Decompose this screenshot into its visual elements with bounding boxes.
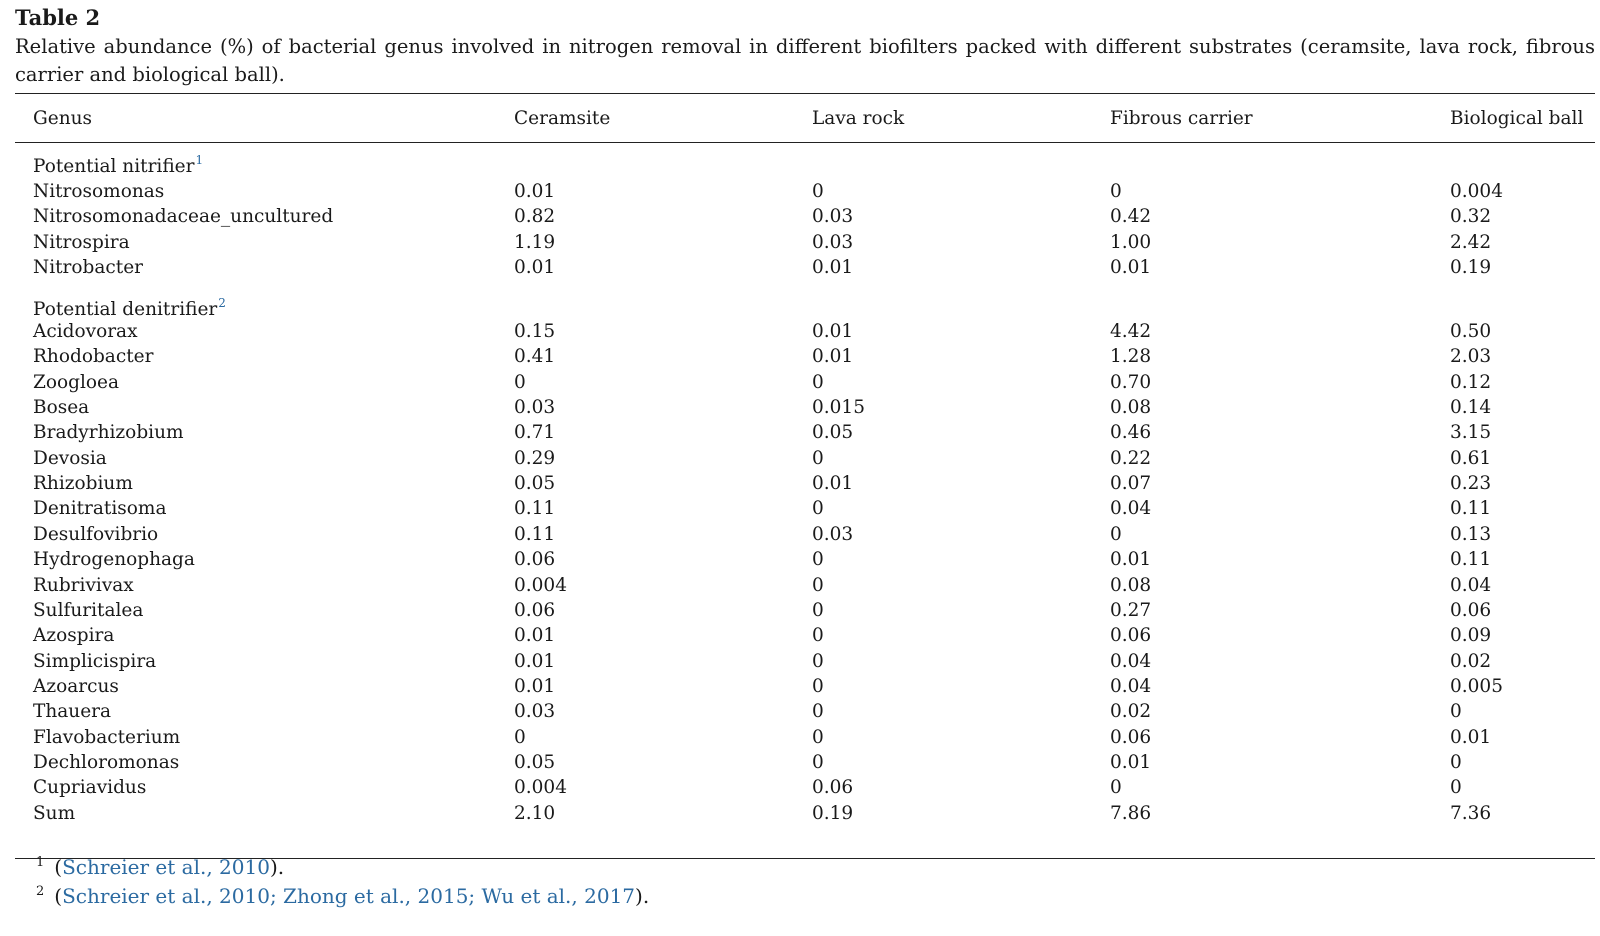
cell-genus: Denitratisoma <box>33 498 167 520</box>
cell-ceramsite: 0.004 <box>514 777 567 799</box>
cell-ceramsite: 0.01 <box>514 650 556 672</box>
cell-biological-ball: 0 <box>1450 701 1462 723</box>
cell-lava-rock: 0 <box>812 650 824 672</box>
cell-ceramsite: 2.10 <box>514 802 556 824</box>
table-row <box>0 370 1600 396</box>
cell-ceramsite: 0.01 <box>514 257 556 279</box>
cell-biological-ball: 0.12 <box>1450 371 1492 393</box>
cell-ceramsite: 0.01 <box>514 675 556 697</box>
cell-lava-rock: 0 <box>812 181 824 202</box>
table-row <box>0 699 1600 725</box>
cell-biological-ball: 0.004 <box>1450 181 1503 202</box>
cell-genus: Sulfuritalea <box>33 599 144 621</box>
cell-biological-ball: 0.50 <box>1450 321 1492 342</box>
table-row <box>0 750 1600 776</box>
cell-lava-rock: 0 <box>812 599 824 621</box>
footnote-number: 2 <box>36 884 45 899</box>
header-lava-rock: Lava rock <box>812 108 905 129</box>
cell-genus: Azoarcus <box>33 675 119 697</box>
cell-genus: Nitrosomonas <box>33 181 165 202</box>
cell-fibrous-carrier: 0.04 <box>1110 675 1152 697</box>
cell-genus: Rhizobium <box>33 473 133 495</box>
cell-fibrous-carrier: 0.22 <box>1110 447 1152 469</box>
cell-lava-rock: 0 <box>812 549 824 571</box>
cell-ceramsite: 0 <box>514 371 526 393</box>
footnote-paren: ). <box>635 884 650 908</box>
table-row <box>0 420 1600 446</box>
cell-genus: Zoogloea <box>33 371 120 393</box>
cell-biological-ball: 7.36 <box>1450 802 1492 824</box>
cell-genus: Nitrosomonadaceae_uncultured <box>33 206 334 228</box>
cell-ceramsite: 0.03 <box>514 701 556 723</box>
cell-lava-rock: 0 <box>812 751 824 773</box>
cell-fibrous-carrier: 0.27 <box>1110 599 1152 621</box>
table-row <box>0 623 1600 649</box>
cell-fibrous-carrier: 4.42 <box>1110 321 1152 342</box>
cell-fibrous-carrier: 0.02 <box>1110 701 1152 723</box>
header-genus: Genus <box>33 108 93 129</box>
table-row <box>0 230 1600 256</box>
cell-fibrous-carrier: 0.70 <box>1110 371 1152 393</box>
table-row <box>0 496 1600 522</box>
cell-biological-ball: 0 <box>1450 777 1462 799</box>
cell-fibrous-carrier: 0.01 <box>1110 257 1152 279</box>
cell-genus: Bradyrhizobium <box>33 422 184 444</box>
cell-ceramsite: 0.15 <box>514 321 556 342</box>
cell-lava-rock: 0.05 <box>812 422 854 444</box>
cell-biological-ball: 3.15 <box>1450 422 1492 444</box>
citation-link[interactable]: Schreier et al., 2010 <box>62 855 270 879</box>
cell-lava-rock: 0.19 <box>812 802 854 824</box>
cell-biological-ball: 0 <box>1450 751 1462 773</box>
cell-genus: Nitrospira <box>33 231 130 253</box>
cell-fibrous-carrier: 0.04 <box>1110 498 1152 520</box>
cell-genus: Acidovorax <box>33 321 138 342</box>
table-row <box>0 598 1600 624</box>
table-row <box>0 344 1600 370</box>
section-title-text: Potential nitrifier <box>33 156 195 177</box>
cell-genus: Cupriavidus <box>33 777 147 799</box>
cell-biological-ball: 0.23 <box>1450 473 1492 495</box>
cell-lava-rock: 0.03 <box>812 231 854 253</box>
table-row <box>0 725 1600 751</box>
table-label: Table 2 <box>15 5 101 30</box>
cell-genus: Flavobacterium <box>33 726 181 748</box>
cell-ceramsite: 0.41 <box>514 346 556 368</box>
cell-lava-rock: 0 <box>812 625 824 647</box>
cell-genus: Desulfovibrio <box>33 523 159 545</box>
cell-lava-rock: 0 <box>812 574 824 596</box>
cell-biological-ball: 0.13 <box>1450 523 1492 545</box>
table-row <box>0 255 1600 281</box>
cell-ceramsite: 0 <box>514 726 526 748</box>
cell-ceramsite: 0.05 <box>514 751 556 773</box>
cell-genus: Rhodobacter <box>33 346 154 368</box>
cell-fibrous-carrier: 0.01 <box>1110 549 1152 571</box>
cell-biological-ball: 0.09 <box>1450 625 1492 647</box>
cell-biological-ball: 0.11 <box>1450 549 1492 571</box>
cell-biological-ball: 0.61 <box>1450 447 1492 469</box>
cell-lava-rock: 0 <box>812 447 824 469</box>
cell-ceramsite: 0.06 <box>514 599 556 621</box>
cell-genus: Rubrivivax <box>33 574 134 596</box>
table-row <box>0 801 1600 827</box>
footnote-ref-link[interactable]: 1 <box>195 153 204 167</box>
citation-link[interactable]: Schreier et al., 2010; Zhong et al., 2015; Wu et al., 2017 <box>62 884 636 908</box>
cell-lava-rock: 0 <box>812 371 824 393</box>
section-title-text: Potential denitrifier <box>33 299 218 320</box>
header-ceramsite: Ceramsite <box>514 108 611 129</box>
header-biological-ball: Biological ball <box>1450 108 1584 129</box>
cell-fibrous-carrier: 1.28 <box>1110 346 1152 368</box>
cell-ceramsite: 0.82 <box>514 206 556 228</box>
cell-biological-ball: 0.005 <box>1450 675 1503 697</box>
cell-lava-rock: 0 <box>812 701 824 723</box>
cell-ceramsite: 0.11 <box>514 523 556 545</box>
table-row <box>0 547 1600 573</box>
cell-lava-rock: 0.03 <box>812 523 854 545</box>
cell-fibrous-carrier: 0.08 <box>1110 574 1152 596</box>
footnote-number: 1 <box>36 855 45 870</box>
cell-biological-ball: 2.42 <box>1450 231 1492 253</box>
cell-fibrous-carrier: 0.07 <box>1110 473 1152 495</box>
cell-genus: Simplicispira <box>33 650 157 672</box>
cell-lava-rock: 0 <box>812 726 824 748</box>
cell-lava-rock: 0.01 <box>812 473 854 495</box>
cell-fibrous-carrier: 0 <box>1110 181 1122 202</box>
cell-ceramsite: 0.29 <box>514 447 556 469</box>
table-row <box>0 204 1600 230</box>
cell-ceramsite: 0.01 <box>514 181 556 202</box>
table-row <box>0 674 1600 700</box>
cell-fibrous-carrier: 0.01 <box>1110 751 1152 773</box>
table-row <box>0 179 1600 205</box>
table-row <box>0 775 1600 801</box>
header-fibrous-carrier: Fibrous carrier <box>1110 108 1253 129</box>
footnote-paren: ( <box>54 855 63 879</box>
cell-ceramsite: 0.11 <box>514 498 556 520</box>
cell-biological-ball: 0.06 <box>1450 599 1492 621</box>
cell-lava-rock: 0.01 <box>812 321 854 342</box>
cell-fibrous-carrier: 7.86 <box>1110 802 1152 824</box>
cell-ceramsite: 0.06 <box>514 549 556 571</box>
cell-genus: Thauera <box>33 701 112 723</box>
cell-fibrous-carrier: 0.08 <box>1110 397 1152 419</box>
cell-biological-ball: 0.11 <box>1450 498 1492 520</box>
top-rule <box>15 93 1595 94</box>
cell-fibrous-carrier: 0 <box>1110 777 1122 799</box>
table-row <box>0 573 1600 599</box>
header-rule <box>15 142 1595 143</box>
cell-lava-rock: 0 <box>812 498 824 520</box>
cell-ceramsite: 0.71 <box>514 422 556 444</box>
cell-fibrous-carrier: 0.06 <box>1110 625 1152 647</box>
cell-fibrous-carrier: 1.00 <box>1110 231 1152 253</box>
cell-biological-ball: 0.01 <box>1450 726 1492 748</box>
cell-lava-rock: 0 <box>812 675 824 697</box>
cell-genus: Sum <box>33 802 76 824</box>
cell-lava-rock: 0.015 <box>812 397 865 419</box>
cell-lava-rock: 0.01 <box>812 346 854 368</box>
section-title-nitrifier <box>33 154 203 180</box>
cell-biological-ball: 0.32 <box>1450 206 1492 228</box>
table-row <box>0 446 1600 472</box>
cell-biological-ball: 0.04 <box>1450 574 1492 596</box>
cell-genus: Dechloromonas <box>33 751 180 773</box>
cell-lava-rock: 0.01 <box>812 257 854 279</box>
footnote-paren: ( <box>54 884 63 908</box>
cell-ceramsite: 0.01 <box>514 625 556 647</box>
cell-biological-ball: 0.19 <box>1450 257 1492 279</box>
cell-genus: Nitrobacter <box>33 257 143 279</box>
footnote-paren: ). <box>269 855 285 879</box>
cell-fibrous-carrier: 0.42 <box>1110 206 1152 228</box>
cell-ceramsite: 1.19 <box>514 231 556 253</box>
cell-fibrous-carrier: 0 <box>1110 523 1122 545</box>
footnote-ref-link[interactable]: 2 <box>218 296 226 310</box>
cell-genus: Hydrogenophaga <box>33 549 195 571</box>
cell-lava-rock: 0.06 <box>812 777 854 799</box>
cell-biological-ball: 2.03 <box>1450 346 1492 368</box>
cell-fibrous-carrier: 0.46 <box>1110 422 1152 444</box>
table-row <box>0 319 1600 345</box>
cell-genus: Devosia <box>33 447 107 469</box>
table-caption: Relative abundance (%) of bacterial genus involved in nitrogen removal in different biofilters packed with different substrates (ceramsite, lava rock, fibrous carrier and biological ball). <box>15 35 1595 86</box>
cell-genus: Azospira <box>33 625 115 647</box>
table-row <box>0 522 1600 548</box>
cell-biological-ball: 0.14 <box>1450 397 1492 419</box>
table-row <box>0 471 1600 497</box>
cell-lava-rock: 0.03 <box>812 206 854 228</box>
footnote-1 <box>36 853 284 881</box>
cell-genus: Bosea <box>33 397 90 419</box>
cell-ceramsite: 0.05 <box>514 473 556 495</box>
table-row <box>0 395 1600 421</box>
footnote-2 <box>36 882 649 910</box>
cell-fibrous-carrier: 0.04 <box>1110 650 1152 672</box>
cell-biological-ball: 0.02 <box>1450 650 1492 672</box>
table-row <box>0 649 1600 675</box>
cell-ceramsite: 0.03 <box>514 397 556 419</box>
cell-fibrous-carrier: 0.06 <box>1110 726 1152 748</box>
cell-ceramsite: 0.004 <box>514 574 567 596</box>
